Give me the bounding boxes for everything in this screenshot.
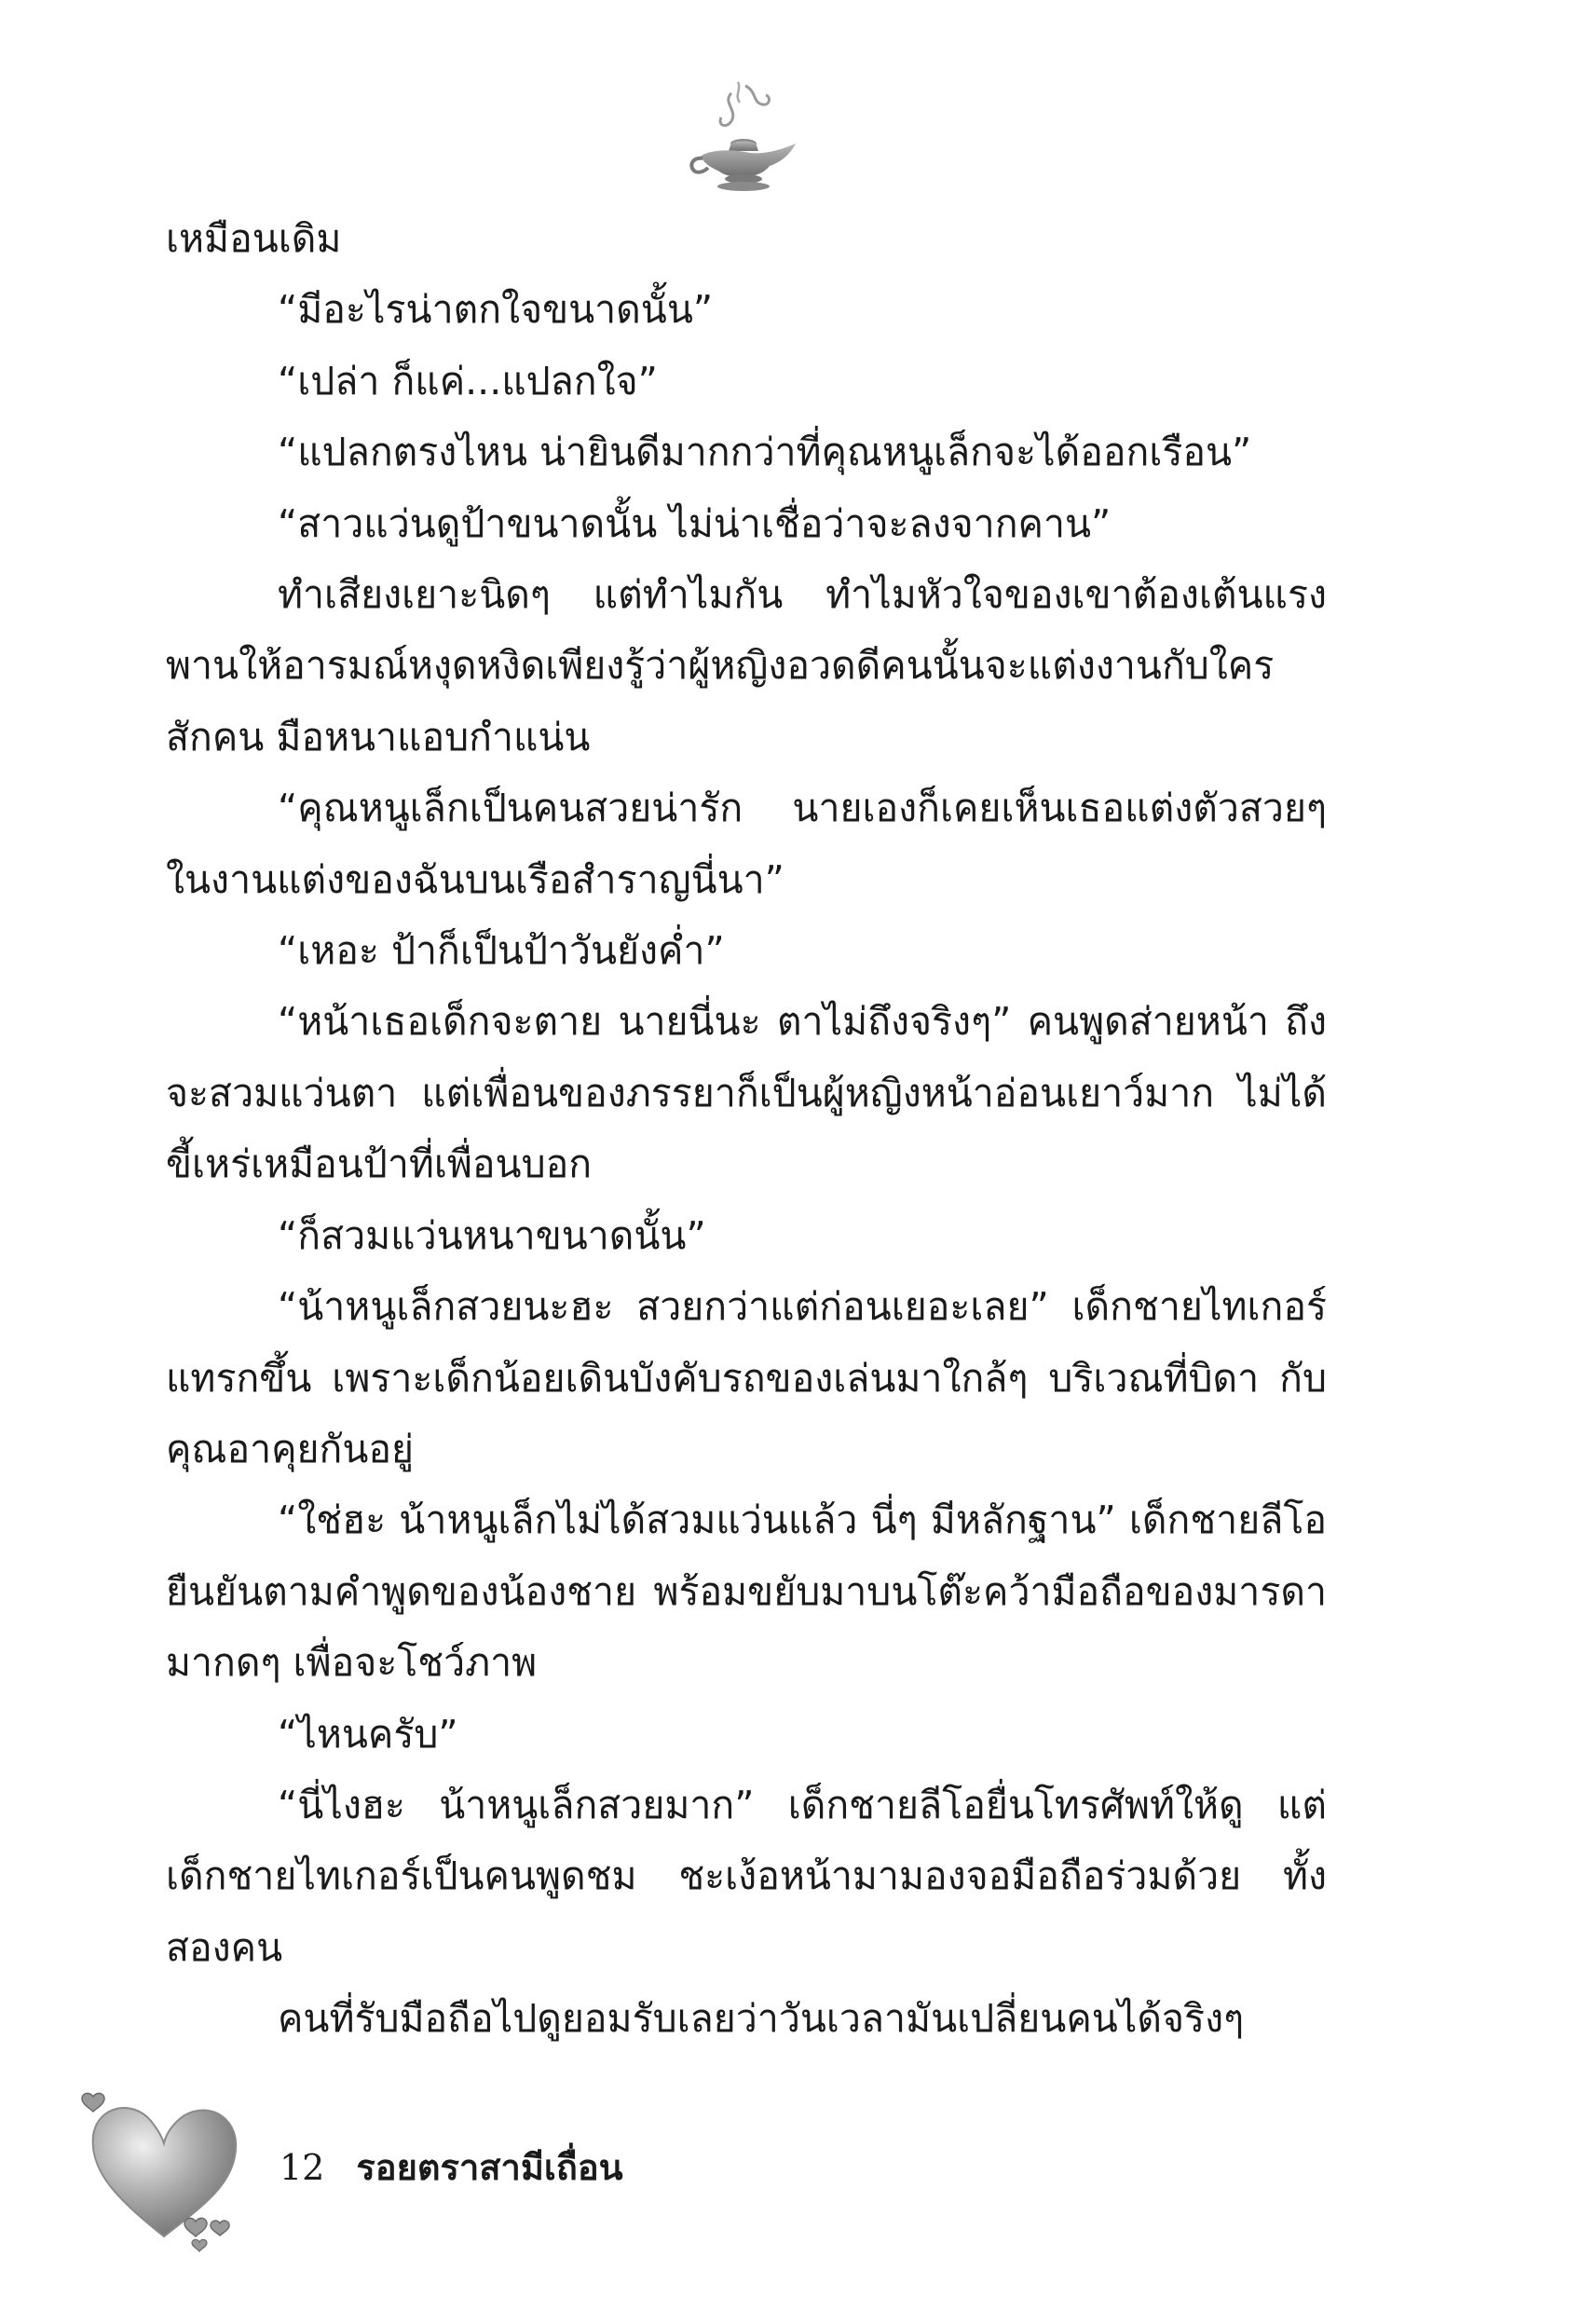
paragraph: “เหอะ ป้าก็เป็นป้าวันยังค่ำ” (278, 928, 725, 974)
paragraph: เหมือนเดิม (166, 216, 342, 261)
paragraph: “นี่ไงฮะ น้าหนูเล็กสวยมาก” เด็กชายลีโอยื่นโทรศัพท์ให้ดู แต่ เด็กชายไทเกอร์เป็นคนพูดชม ชะเง้อหน้ามามองจอมือถือร่วมด้วย ทั้งสองคน (166, 1782, 1327, 1970)
paragraph: “น้าหนูเล็กสวยนะฮะ สวยกว่าแต่ก่อนเยอะเลย” เด็กชายไทเกอร์ แทรกขึ้น เพราะเด็กน้อยเดินบังคับรถของเล่นมาใกล้ๆ บริเวณที่บิดา กับคุณอาคุยกันอยู่ (166, 1284, 1327, 1471)
paragraph: “ก็สวมแว่นหนาขนาดนั้น” (278, 1212, 706, 1258)
book-title: รอยตราสามีเถื่อน (356, 2147, 623, 2188)
paragraph: “หน้าเธอเด็กจะตาย นายนี่นะ ตาไม่ถึงจริงๆ” คนพูดส่ายหน้า ถึงจะสวมแว่นตา แต่เพื่อนของภรรยาก็เป็นผู้หญิงหน้าอ่อนเยาว์มาก ไม่ได้ขี้เหร่เหมือนป้าที่เพื่อนบอก (166, 999, 1327, 1187)
paragraph: “ใช่ฮะ น้าหนูเล็กไม่ได้สวมแว่นแล้ว นี่ๆ มีหลักฐาน” เด็กชายลีโอ ยืนยันตามคำพูดของน้องชาย พร้อมขยับมาบนโต๊ะคว้ามือถือของมารดา มากดๆ เพื่อจะโชว์ภาพ (166, 1497, 1327, 1686)
paragraph: “สาวแว่นดูป้าขนาดนั้น ไม่น่าเชื่อว่าจะลงจากคาน” (278, 500, 1112, 546)
paragraph: “คุณหนูเล็กเป็นคนสวยน่ารัก นายเองก็เคยเห็นเธอแต่งตัวสวยๆ ในงานแต่งของฉันบนเรือสำราญนี่นา” (166, 786, 1327, 902)
page-number: 12 (280, 2147, 325, 2188)
paragraph: “ไหนครับ” (278, 1711, 458, 1757)
body-text (166, 203, 1327, 2055)
paragraph: คนที่รับมือถือไปดูยอมรับเลยว่าวันเวลามันเปลี่ยนคนได้จริงๆ (278, 1996, 1245, 2042)
genie-lamp-icon (680, 75, 801, 205)
paragraph: “มีอะไรน่าตกใจขนาดนั้น” (278, 287, 714, 333)
paragraph: “เปล่า ก็แค่...แปลกใจ” (278, 358, 658, 403)
paragraph: ทำเสียงเยาะนิดๆ แต่ทำไมกัน ทำไมหัวใจของเขาต้องเต้นแรง พานให้อารมณ์หงุดหงิดเพียงรู้ว่าผู้หญิงอวดดีคนนั้นจะแต่งงานกับใคร สักคน มือหนาแอบกำแน่น (166, 572, 1327, 759)
page-footer (280, 2139, 623, 2195)
hearts-icon (80, 2078, 248, 2255)
paragraph: “แปลกตรงไหน น่ายินดีมากกว่าที่คุณหนูเล็กจะได้ออกเรือน” (278, 430, 1252, 475)
